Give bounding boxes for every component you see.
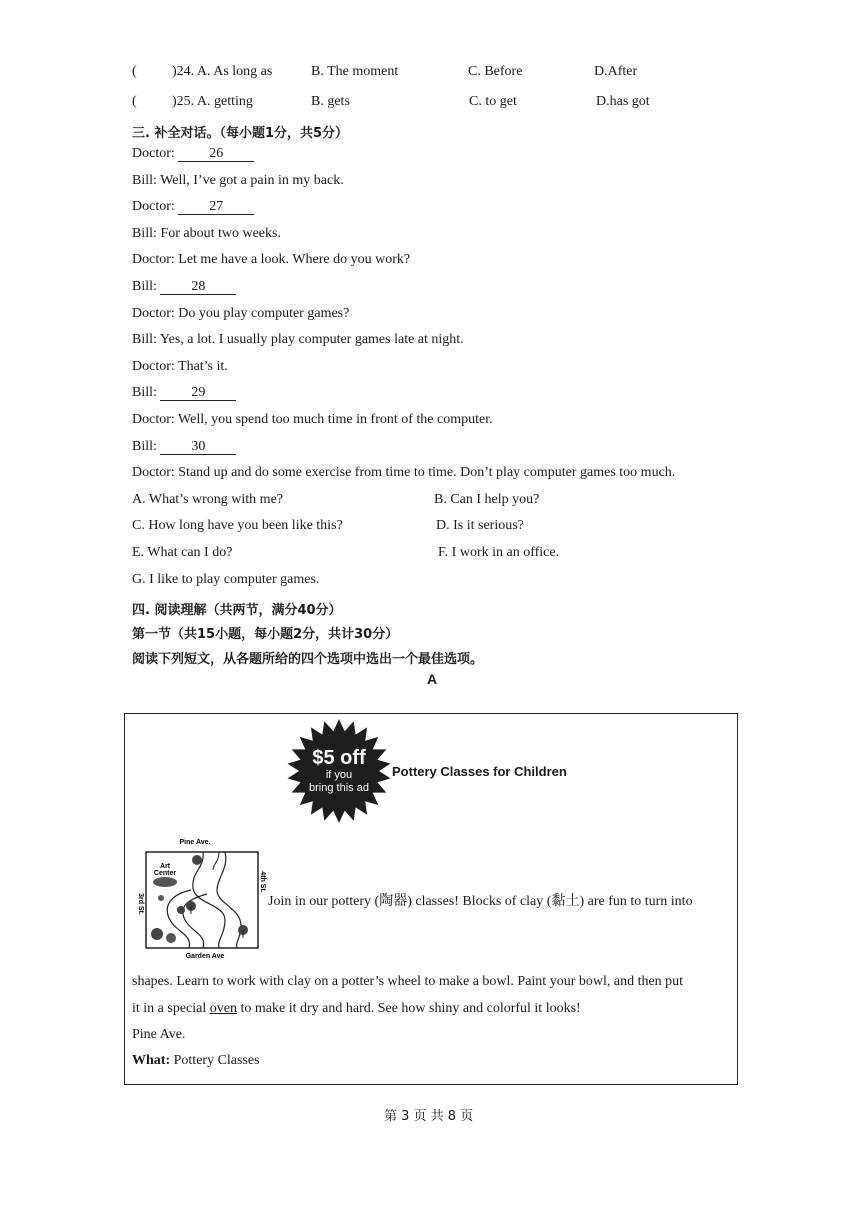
speaker-label: Bill: — [132, 438, 157, 454]
option-b: B. gets — [311, 94, 350, 109]
map-icon — [133, 834, 267, 960]
option-b: B. The moment — [311, 64, 399, 79]
section-3-title: 三. 补全对话。（每小题1分，共5分） — [132, 126, 349, 141]
ad-where: Pine Ave. — [132, 1027, 186, 1042]
page-footer: 第 3 页 共 8 页 — [384, 1109, 474, 1124]
dialogue-line — [132, 306, 349, 322]
dialogue-line — [132, 385, 236, 401]
speaker-label: Doctor: — [132, 252, 175, 268]
dialogue-line — [132, 226, 281, 242]
option-d: D.has got — [596, 94, 650, 109]
dialogue-text: Do you play computer games? — [178, 305, 350, 321]
dialogue-text: That’s it. — [178, 358, 228, 374]
answer-paren: ( — [132, 94, 137, 109]
dialogue-line — [132, 252, 410, 268]
dialogue-line — [132, 279, 236, 295]
option-c: C. Before — [468, 64, 523, 79]
section-4-part1: 第一节（共15小题，每小题2分，共计30分） — [132, 627, 399, 642]
speaker-label: Bill: — [132, 279, 157, 294]
discount-amount: $5 off — [312, 747, 366, 769]
dialogue-line — [132, 359, 228, 375]
ad-text-line-2: shapes. Learn to work with clay on a potter’s wheel to make a bowl. Paint your bowl, and then put — [132, 974, 684, 989]
answer-blank[interactable]: 26 — [178, 146, 254, 162]
discount-condition-1: if you — [325, 769, 353, 781]
option-f: F. I work in an office. — [438, 545, 560, 560]
speaker-label: Bill: — [132, 172, 157, 188]
section-4-title: 四. 阅读理解（共两节，满分40分） — [132, 603, 342, 618]
dialogue-text: Yes, a lot. I usually play computer games late at night. — [159, 332, 464, 348]
speaker-label: Bill: — [132, 332, 157, 348]
map-center-label-1: Art — [159, 863, 171, 870]
dialogue-text: Well, you spend too much time in front of the computer. — [178, 412, 493, 427]
speaker-label: Doctor: — [132, 358, 175, 374]
option-c: C. How long have you been like this? — [132, 518, 343, 533]
section-4-instruction: 阅读下列短文，从各题所给的四个选项中选出一个最佳选项。 — [132, 652, 484, 667]
answer-blank[interactable]: 30 — [160, 439, 236, 455]
what-label: What: — [132, 1053, 171, 1068]
street-label-bottom: Garden Ave — [185, 953, 225, 960]
map-center-label-2: Center — [153, 870, 177, 877]
discount-badge — [286, 718, 392, 824]
street-label-right: 4th St. — [259, 871, 266, 893]
street-label-left: 3rd St. — [137, 893, 144, 915]
dialogue-line — [132, 439, 236, 455]
dialogue-line — [132, 332, 464, 348]
passage-letter: A — [427, 671, 438, 687]
speaker-label: Bill: — [132, 385, 157, 401]
dialogue-line — [132, 199, 254, 215]
dialogue-text: For about two weeks. — [160, 225, 281, 241]
option-a: A. What’s wrong with me? — [132, 492, 283, 507]
question-stem: )24. A. As long as — [172, 64, 273, 79]
underlined-word: oven — [209, 1001, 237, 1016]
speaker-label: Doctor: — [132, 305, 175, 321]
speaker-label: Doctor: — [132, 199, 175, 215]
question-stem: )25. A. getting — [172, 94, 253, 109]
ad-text-line-3: it in a special oven to make it dry and hard. See how shiny and colorful it looks! — [132, 1001, 581, 1016]
street-label-top: Pine Ave. — [179, 839, 211, 846]
discount-condition-2: bring this ad — [309, 782, 369, 794]
speaker-label: Bill: — [132, 225, 157, 241]
dialogue-line — [132, 146, 254, 162]
dialogue-line — [132, 465, 675, 481]
dialogue-line — [132, 173, 344, 189]
dialogue-text: Let me have a look. Where do you work? — [178, 252, 411, 268]
option-b: B. Can I help you? — [434, 492, 540, 507]
ad-text-line-1: Join in our pottery (陶器) classes! Blocks of clay (黏土) are fun to turn into — [268, 894, 693, 909]
option-d: D. Is it serious? — [436, 518, 524, 533]
answer-paren: ( — [132, 64, 137, 79]
speaker-label: Doctor: — [132, 146, 175, 161]
option-e: E. What can I do? — [132, 545, 233, 560]
option-d: D.After — [594, 64, 638, 79]
answer-blank[interactable]: 27 — [178, 199, 254, 215]
answer-blank[interactable]: 29 — [160, 385, 236, 401]
option-g: G. I like to play computer games. — [132, 572, 320, 587]
option-c: C. to get — [469, 94, 517, 109]
answer-blank[interactable]: 28 — [160, 279, 236, 295]
ad-title: Pottery Classes for Children — [392, 764, 567, 779]
speaker-label: Doctor: — [132, 465, 175, 481]
dialogue-text: Well, I’ve got a pain in my back. — [160, 172, 344, 188]
what-value: Pottery Classes — [170, 1053, 260, 1068]
speaker-label: Doctor: — [132, 412, 175, 427]
dialogue-line — [132, 412, 493, 428]
ad-what — [132, 1053, 260, 1069]
dialogue-text: Stand up and do some exercise from time to time. Don’t play computer games too much. — [178, 465, 676, 481]
